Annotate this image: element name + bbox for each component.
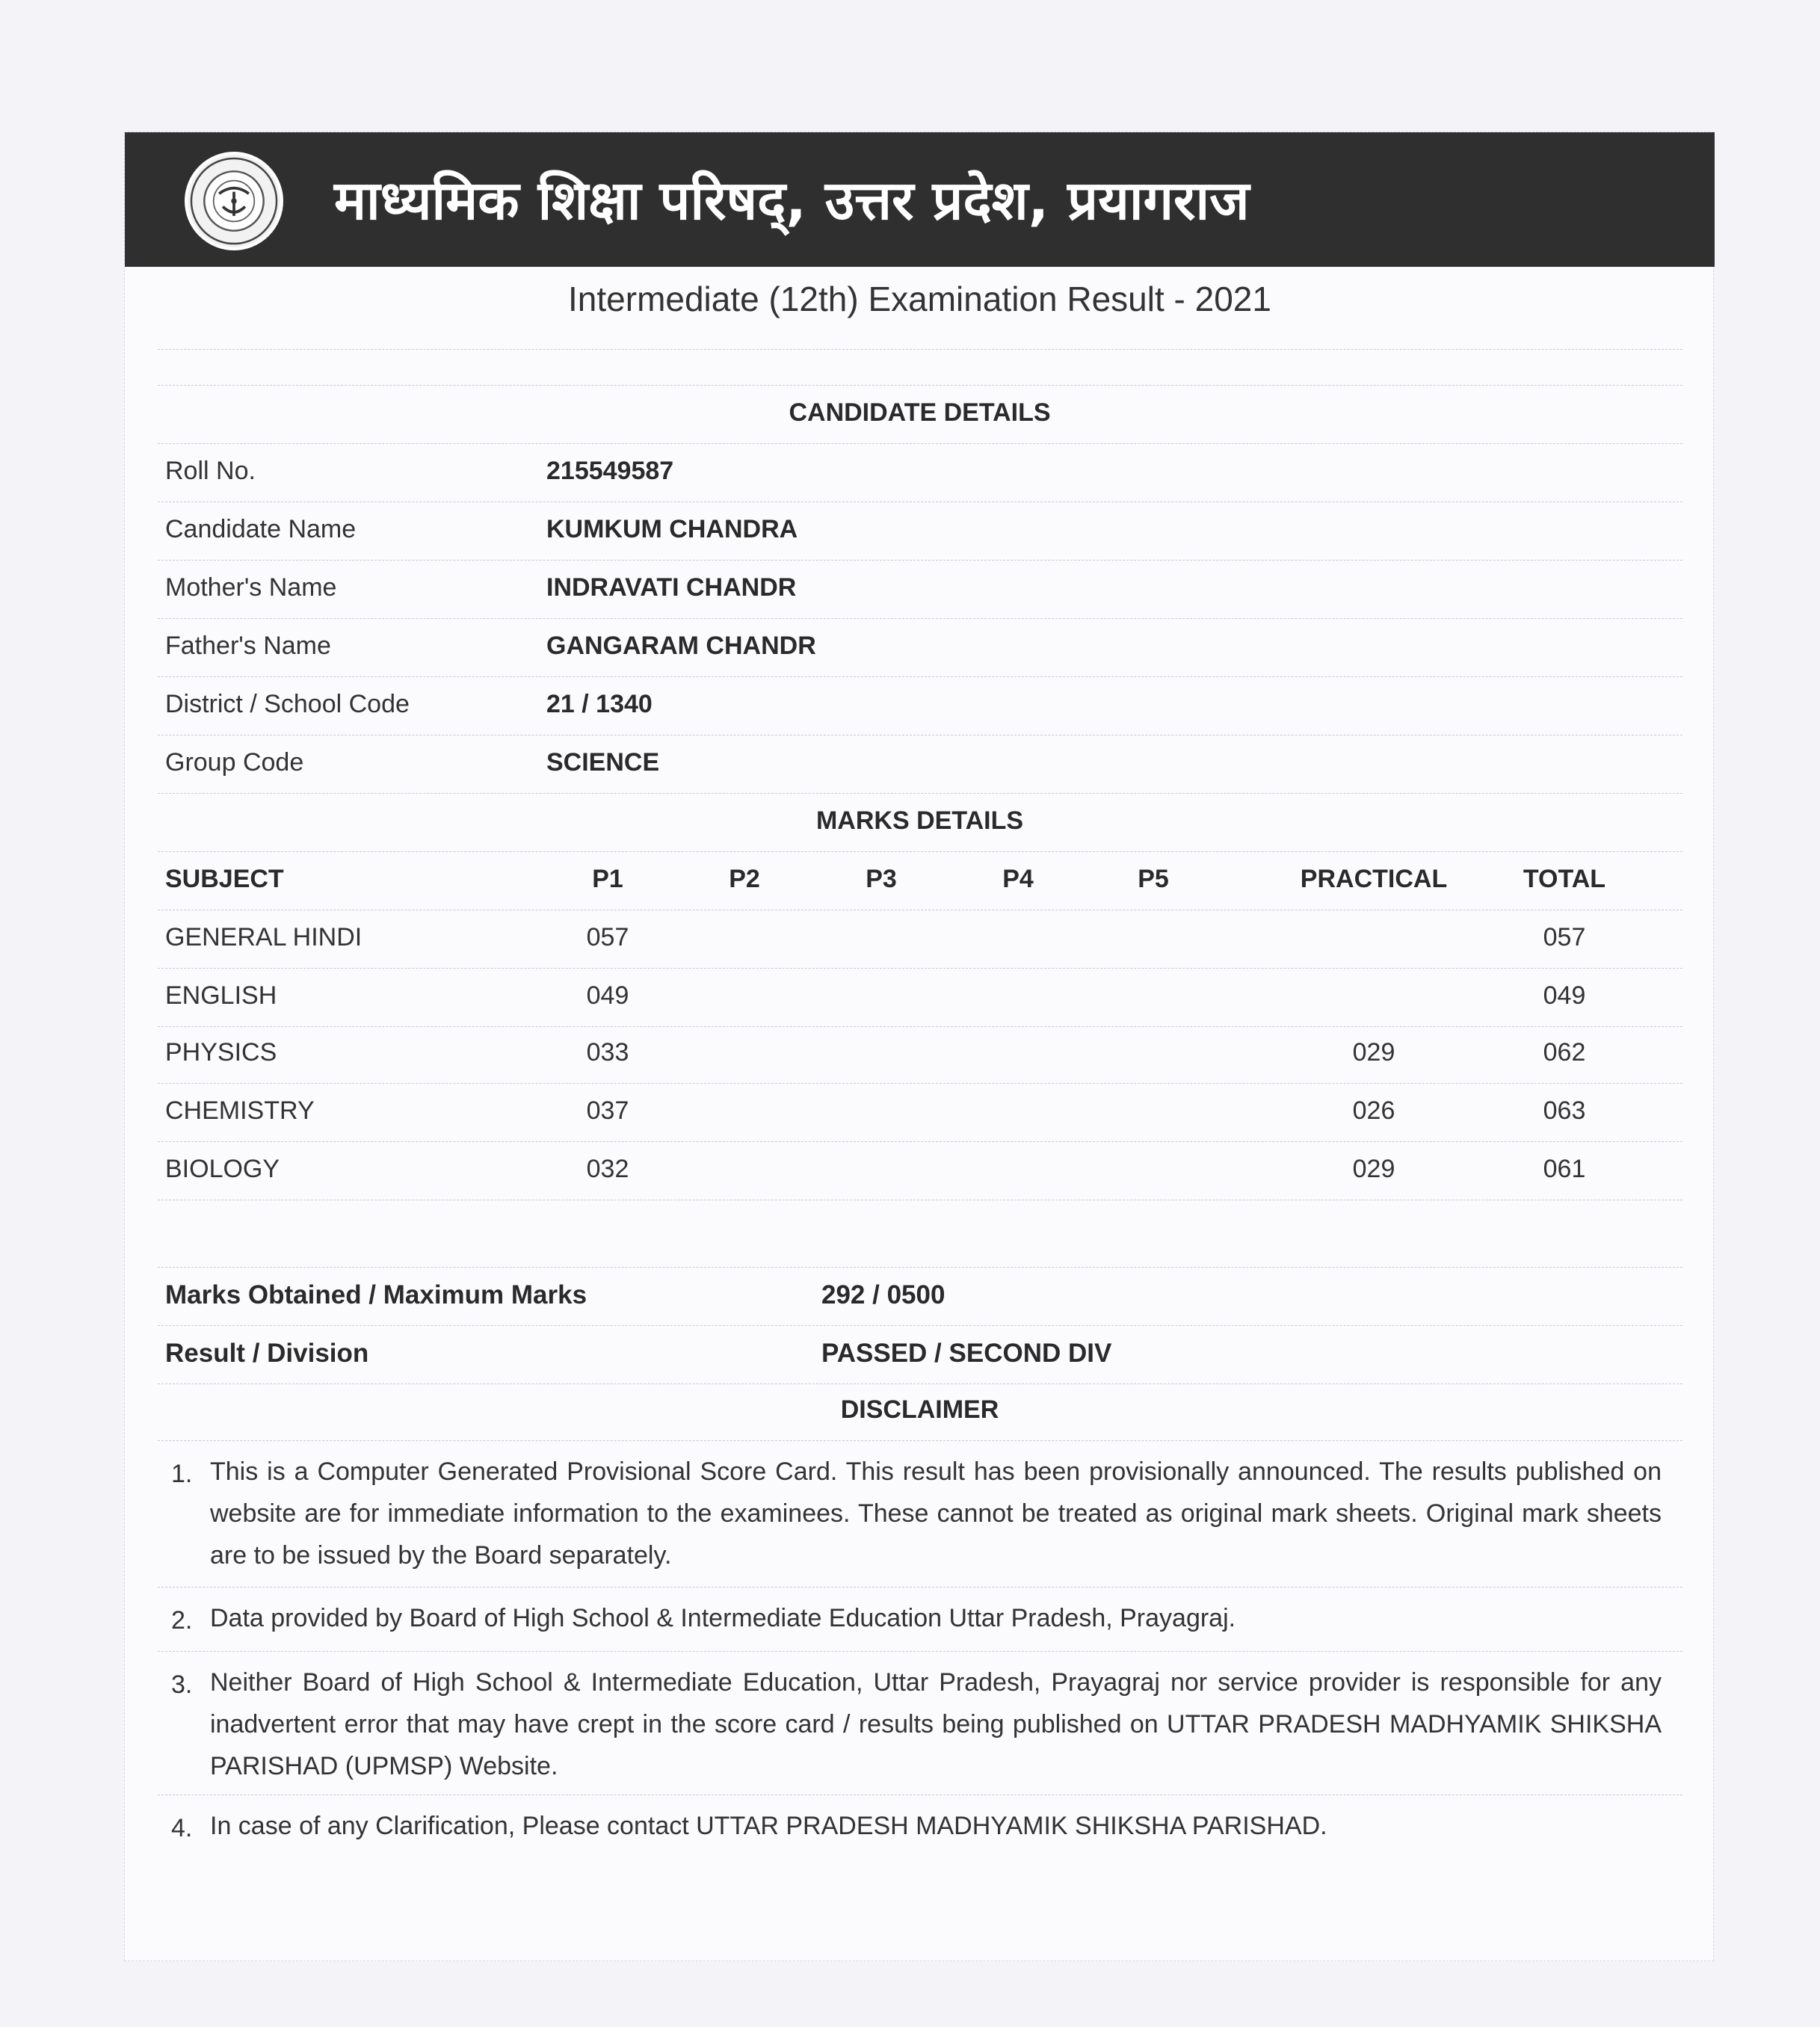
practical-cell: 026 [1352,1096,1395,1125]
total-cell: 061 [1543,1155,1586,1183]
divider [158,1587,1682,1588]
header-band [125,132,1715,267]
subject-cell: PHYSICS [165,1038,277,1067]
roll-no-value: 215549587 [546,457,674,485]
divider [158,968,1682,969]
district-school-code-value: 21 / 1340 [546,690,653,718]
disclaimer-text: This is a Computer Generated Provisional Score Card. This result has been provisionally announced. The results published on website are for immediate information to the examinees. These cannot be treated as original mark sheets. Original mark sheets are to be issued by the Board separately. [210,1457,1662,1570]
candidate-name-value: KUMKUM CHANDRA [546,515,798,543]
disclaimer-heading: DISCLAIMER [840,1395,999,1424]
disclaimer-text: Neither Board of High School & Intermediate Education, Uttar Pradesh, Prayagraj nor service provider is responsible for any inadvertent error that may have crept in the score card / results being published on UTTAR PRADESH MADHYAMIK SHIKSHA PARISHAD (UPMSP) Website. [210,1668,1662,1780]
column-header-p4: P4 [1002,865,1034,893]
divider [158,1383,1682,1384]
p1-cell: 057 [586,923,629,951]
divider [158,851,1682,852]
column-header-p1: P1 [592,865,623,893]
total-cell: 063 [1543,1096,1586,1125]
total-cell: 057 [1543,923,1586,951]
subject-cell: GENERAL HINDI [165,923,363,951]
disclaimer-number: 1. [171,1460,193,1488]
subject-cell: BIOLOGY [165,1155,280,1183]
disclaimer-number: 2. [171,1606,193,1635]
state-emblem-logo [185,152,283,250]
divider [158,1325,1682,1326]
group-code-value: SCIENCE [546,748,660,777]
father-name-label: Father's Name [165,632,331,660]
divider [158,618,1682,619]
column-header-p5: P5 [1138,865,1169,893]
divider [158,1141,1682,1142]
column-header-practical: PRACTICAL [1300,865,1448,893]
column-header-subject: SUBJECT [165,865,284,893]
practical-cell: 029 [1352,1155,1395,1183]
divider [158,1083,1682,1084]
subject-cell: CHEMISTRY [165,1096,315,1125]
mother-name-value: INDRAVATI CHANDR [546,573,797,602]
column-header-p3: P3 [866,865,897,893]
divider [158,676,1682,677]
total-cell: 062 [1543,1038,1586,1067]
subject-cell: ENGLISH [165,981,277,1010]
column-header-p2: P2 [729,865,760,893]
disclaimer-number: 4. [171,1814,193,1842]
divider [158,1440,1682,1441]
board-title-hindi: माध्यमिक शिक्षा परिषद्, उत्तर प्रदेश, प्रयागराज [334,169,1250,232]
total-cell: 049 [1543,981,1586,1010]
disclaimer-text: In case of any Clarification, Please contact UTTAR PRADESH MADHYAMIK SHIKSHA PARISHAD. [210,1812,1327,1840]
marks-details-heading: MARKS DETAILS [815,806,1024,835]
result-division-label: Result / Division [165,1339,369,1368]
mother-name-label: Mother's Name [165,573,337,602]
divider [158,349,1682,350]
divider [158,1651,1682,1652]
marks-obtained-label: Marks Obtained / Maximum Marks [165,1280,587,1309]
candidate-details-heading: CANDIDATE DETAILS [789,398,1051,427]
p1-cell: 033 [586,1038,629,1067]
candidate-name-label: Candidate Name [165,515,357,543]
disclaimer-text: Data provided by Board of High School & Intermediate Education Uttar Pradesh, Prayagraj. [210,1604,1236,1632]
divider [158,560,1682,561]
divider [158,1267,1682,1268]
p1-cell: 032 [586,1155,629,1183]
exam-title: Intermediate (12th) Examination Result - 2021 [568,280,1271,318]
group-code-label: Group Code [165,748,304,777]
p1-cell: 037 [586,1096,629,1125]
p1-cell: 049 [586,981,629,1010]
divider [158,443,1682,444]
result-division-value: PASSED / SECOND DIV [821,1339,1112,1368]
column-header-total: TOTAL [1523,865,1606,893]
roll-no-label: Roll No. [165,457,256,485]
practical-cell: 029 [1352,1038,1395,1067]
district-school-code-label: District / School Code [165,690,410,718]
result-sheet [124,132,1714,1961]
marks-obtained-value: 292 / 0500 [821,1280,946,1309]
divider [158,385,1682,386]
divider [158,793,1682,794]
divider [158,1026,1682,1027]
disclaimer-number: 3. [171,1670,193,1699]
father-name-value: GANGARAM CHANDR [546,632,816,660]
